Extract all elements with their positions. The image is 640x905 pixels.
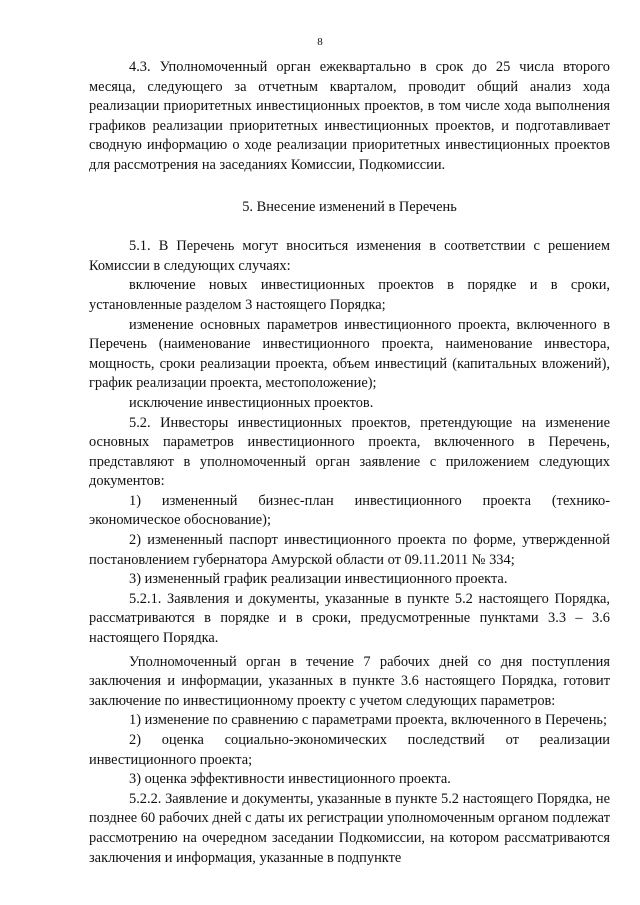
paragraph: включение новых инвестиционных проектов в порядке и в сроки, установленные разделом 3 настоящего Порядка; [89, 277, 610, 313]
list-item: 1) измененный бизнес-план инвестиционного проекта (технико-экономическое обоснование); [89, 492, 610, 529]
paragraph: 5.2.1. Заявления и документы, указанные в пункте 5.2 настоящего Порядка, рассматриваются в порядке и в сроки, предусмотренные пунктами 3.3 – 3.6 настоящего Порядка. [89, 590, 610, 647]
list-item: 3) измененный график реализации инвестиционного проекта. [129, 571, 508, 588]
paragraph: 5.2.2. Заявление и документы, указанные в пункте 5.2 настоящего Порядка, не позднее 60 рабочих дней с даты их регистрации уполномоченным органом подлежат рассмотрению на очередном заседании Подкомиссии, на котором рассматриваются заключения и информация, указанные в подпункте [89, 790, 610, 866]
paragraph: 5.2. Инвесторы инвестиционных проектов, претендующие на изменение основных параметров инвестиционного проекта, включенного в Перечень, представляют в уполномоченный орган заявление с приложением следующих документов: [89, 414, 610, 490]
section-title: 5. Внесение изменений в Перечень [242, 198, 457, 215]
paragraph: 5.1. В Перечень могут вноситься изменения в соответствии с решением Комиссии в следующих случаях: [89, 238, 610, 274]
paragraph: Уполномоченный орган в течение 7 рабочих дней со дня поступления заключения и информации, указанных в пункте 3.6 настоящего Порядка, готовит заключение по инвестиционному проекту с учетом следующих параметров: [89, 653, 610, 709]
paragraph: изменение основных параметров инвестиционного проекта, включенного в Перечень (наименование инвестиционного проекта, наименование инвестора, мощность, сроки реализации проекта, объем инвестиций (капитальных вложений), график реализации проекта, местоположение); [89, 316, 610, 392]
list-item: 3) оценка эффективности инвестиционного проекта. [129, 771, 451, 788]
page-number: 8 [317, 36, 323, 48]
paragraph: исключение инвестиционных проектов. [129, 394, 374, 411]
document-body [89, 58, 610, 868]
list-item: 1) изменение по сравнению с параметрами проекта, включенного в Перечень; [129, 712, 607, 729]
paragraph-4-3: 4.3. Уполномоченный орган ежеквартально в срок до 25 числа второго месяца, следующего за отчетным кварталом, проводит общий анализ хода реализации приоритетных инвестиционных проектов, в том числе хода выполнения графиков реализации приоритетных инвестиционных проектов, и подготавливает сводную информацию о ходе реализации приоритетных инвестиционных проектов для рассмотрения на заседаниях Комиссии, Подкомиссии. [89, 59, 610, 173]
list-item: 2) оценка социально-экономических последствий от реализации инвестиционного проекта; [89, 732, 610, 768]
list-item: 2) измененный паспорт инвестиционного проекта по форме, утвержденной постановлением губернатора Амурской области от 09.11.2011 № 334; [89, 532, 610, 568]
